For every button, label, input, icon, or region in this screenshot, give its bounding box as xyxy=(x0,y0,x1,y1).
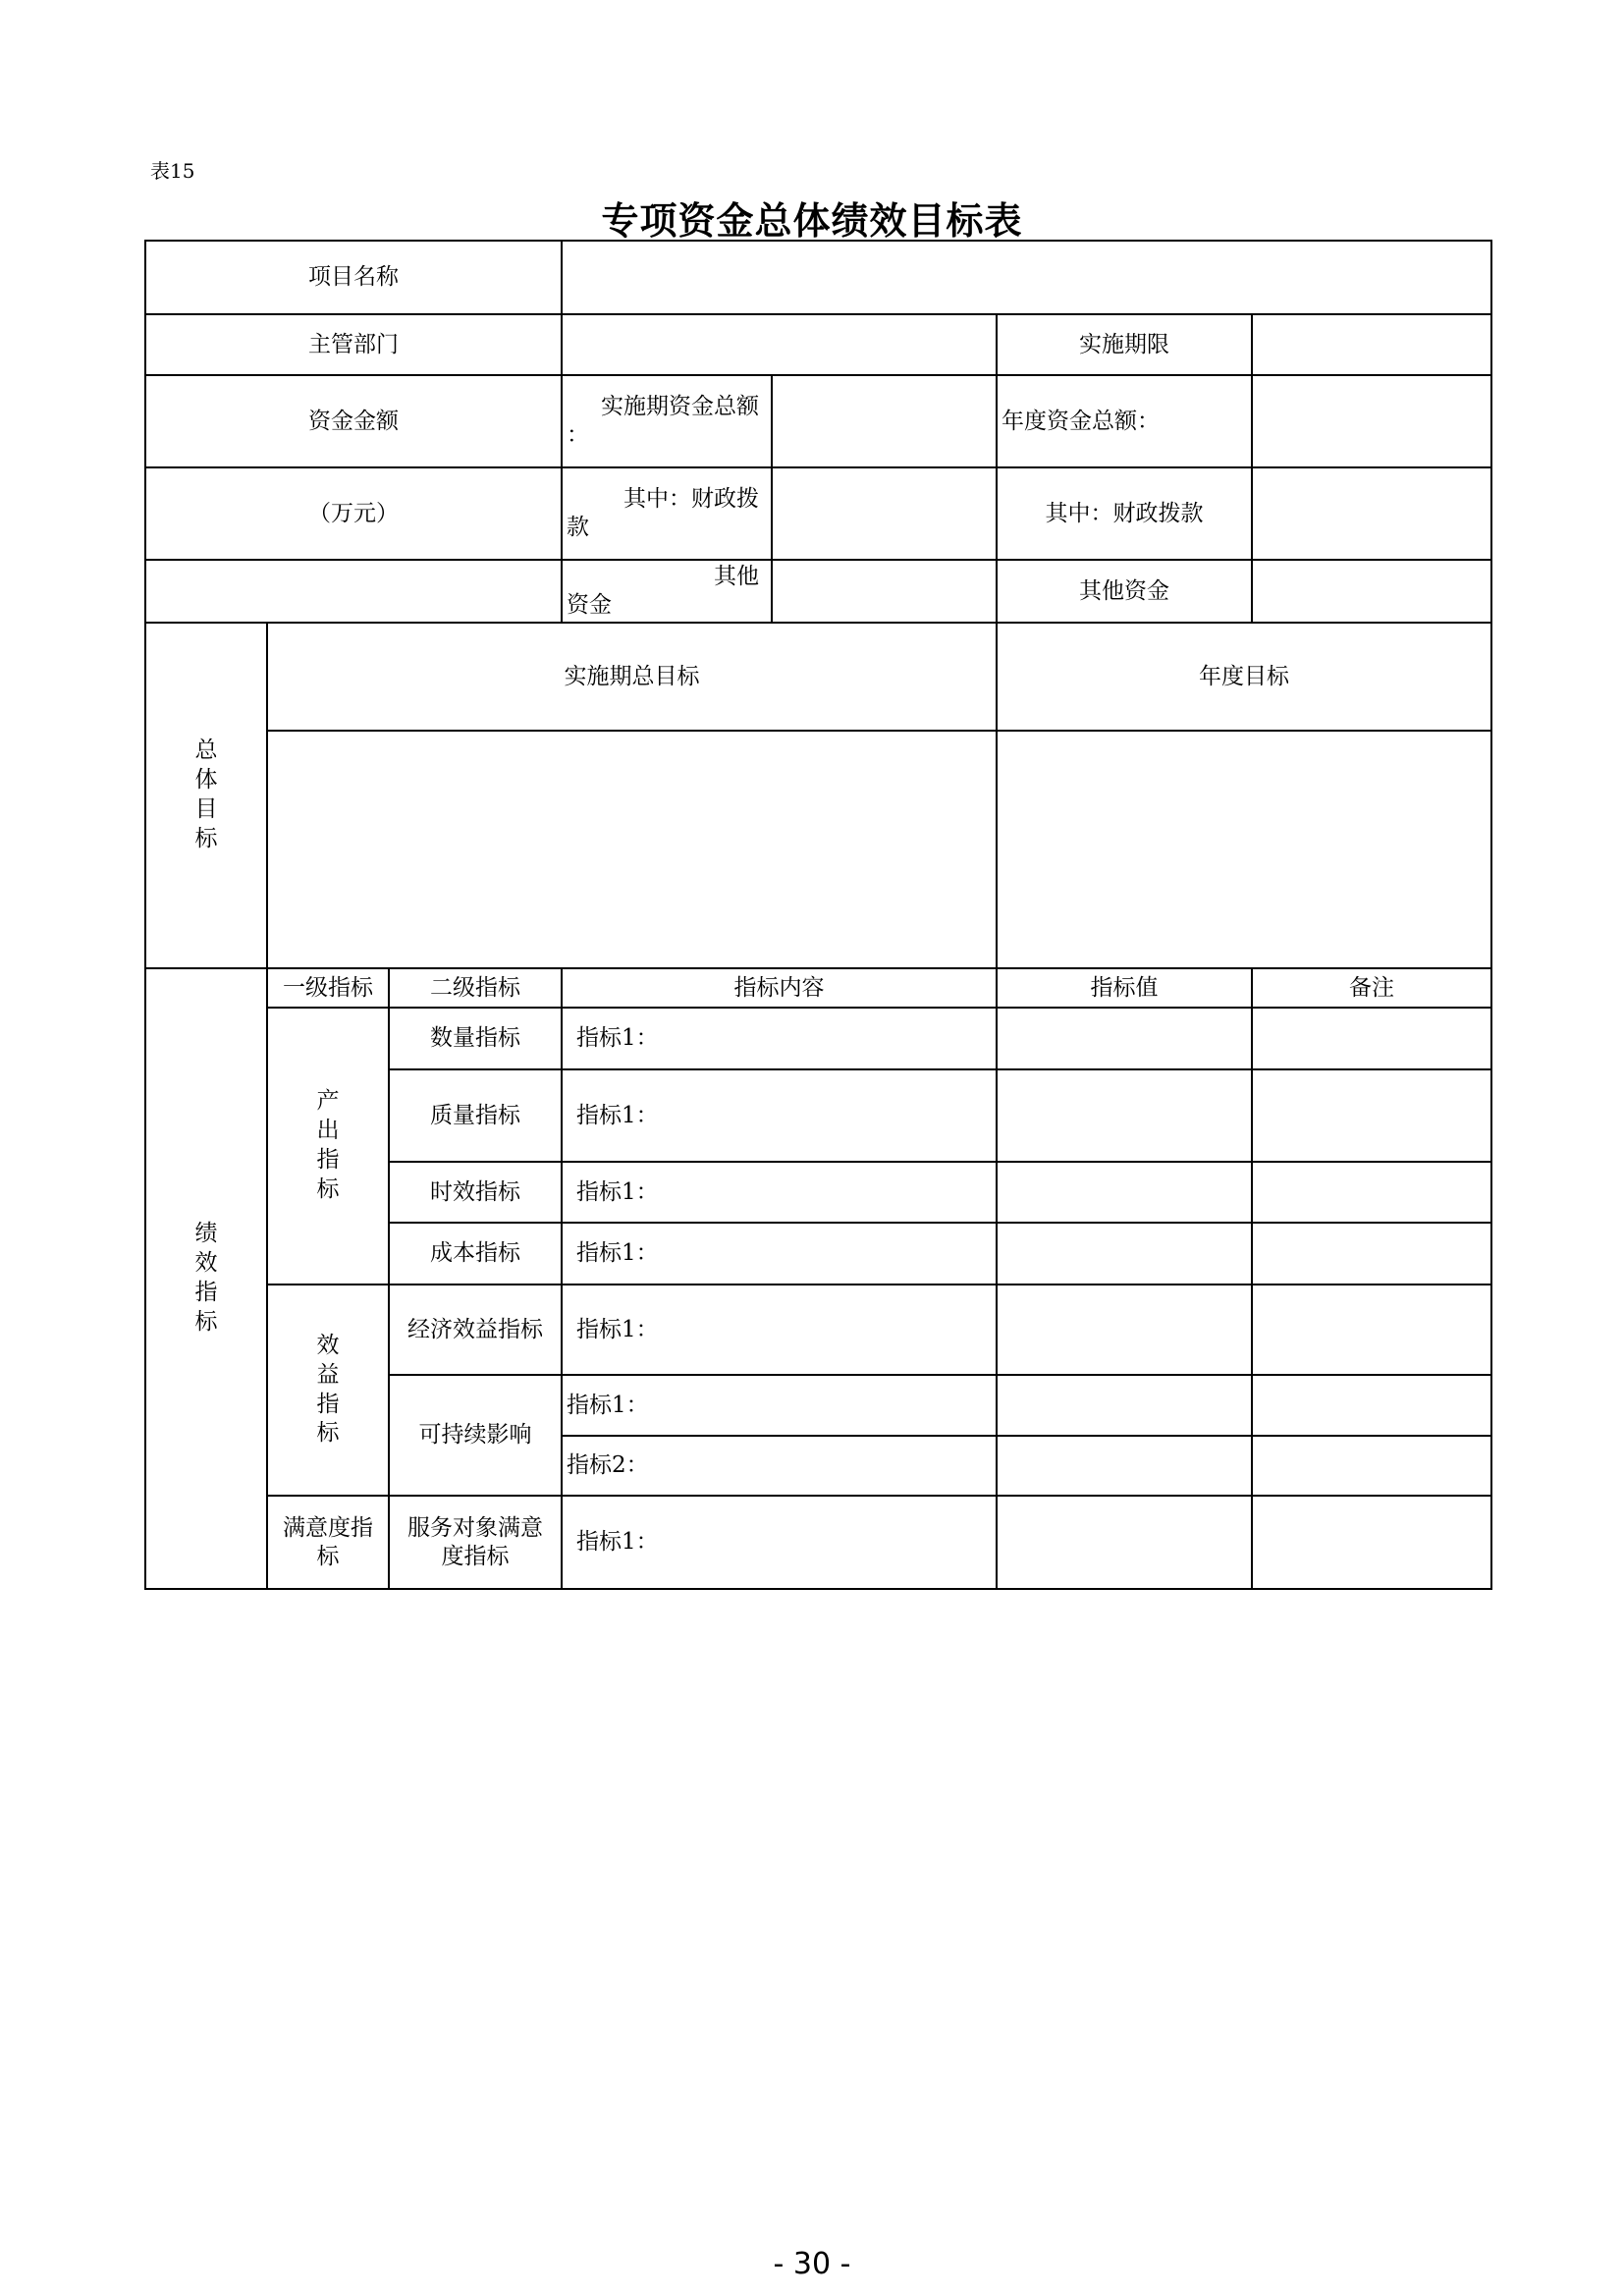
period-other-text-cont: 资金 xyxy=(567,592,612,618)
annual-other-value[interactable] xyxy=(1253,561,1492,624)
unit-label: （万元） xyxy=(146,468,563,561)
quality-indicator-label: 质量指标 xyxy=(390,1070,563,1163)
remarks-header: 备注 xyxy=(1253,969,1492,1009)
period-fiscal-value[interactable] xyxy=(773,468,998,561)
sustainable-impact-label: 可持续影响 xyxy=(390,1376,563,1497)
performance-indicators-label: 绩效指标 xyxy=(146,969,268,1590)
economic-benefit-value[interactable] xyxy=(998,1285,1253,1376)
quality-indicator-content[interactable]: 指标1： xyxy=(563,1070,998,1163)
satisfaction-indicators-label: 满意度指标 xyxy=(268,1497,390,1590)
annual-fiscal-value[interactable] xyxy=(1253,468,1492,561)
period-other-value[interactable] xyxy=(773,561,998,624)
annual-goal-header: 年度目标 xyxy=(998,624,1492,732)
period-total-label xyxy=(563,376,773,468)
cost-indicator-label: 成本指标 xyxy=(390,1224,563,1285)
timeliness-indicator-remarks[interactable] xyxy=(1253,1163,1492,1224)
period-goal-header: 实施期总目标 xyxy=(268,624,998,732)
overall-goal-label: 总体目标 xyxy=(146,624,268,969)
quality-indicator-value[interactable] xyxy=(998,1070,1253,1163)
content-header: 指标内容 xyxy=(563,969,998,1009)
period-fiscal-text: 其中：财政拨 xyxy=(623,486,759,513)
annual-total-value[interactable] xyxy=(1253,376,1492,468)
sustainable-impact-content-2[interactable]: 指标2： xyxy=(563,1437,998,1497)
table-number: 表15 xyxy=(150,159,195,183)
output-indicators-label: 产出指标 xyxy=(268,1009,390,1285)
timeliness-indicator-label: 时效指标 xyxy=(390,1163,563,1224)
service-satisfaction-value[interactable] xyxy=(998,1497,1253,1590)
performance-goal-table xyxy=(144,240,1492,1590)
period-fiscal-text-cont: 款 xyxy=(567,515,589,540)
department-value[interactable] xyxy=(563,315,998,376)
level1-header: 一级指标 xyxy=(268,969,390,1009)
cost-indicator-remarks[interactable] xyxy=(1253,1224,1492,1285)
quality-indicator-remarks[interactable] xyxy=(1253,1070,1492,1163)
service-satisfaction-remarks[interactable] xyxy=(1253,1497,1492,1590)
service-satisfaction-label: 服务对象满意度指标 xyxy=(390,1497,563,1590)
fund-amount-label: 资金金额 xyxy=(146,376,563,468)
blank-label-cell xyxy=(146,561,563,624)
period-other-label xyxy=(563,561,773,624)
sustainable-impact-content-1[interactable]: 指标1： xyxy=(563,1376,998,1437)
timeliness-indicator-content[interactable]: 指标1： xyxy=(563,1163,998,1224)
period-other-text: 其他 xyxy=(714,564,759,590)
department-label: 主管部门 xyxy=(146,315,563,376)
project-name-value[interactable] xyxy=(563,242,1492,315)
level2-header: 二级指标 xyxy=(390,969,563,1009)
page-title: 专项资金总体绩效目标表 xyxy=(601,199,1023,243)
period-total-value[interactable] xyxy=(773,376,998,468)
sustainable-impact-value-1[interactable] xyxy=(998,1376,1253,1437)
value-header: 指标值 xyxy=(998,969,1253,1009)
quantity-indicator-value[interactable] xyxy=(998,1009,1253,1070)
economic-benefit-label: 经济效益指标 xyxy=(390,1285,563,1376)
period-label: 实施期限 xyxy=(998,315,1253,376)
service-satisfaction-content[interactable]: 指标1： xyxy=(563,1497,998,1590)
economic-benefit-content[interactable]: 指标1： xyxy=(563,1285,998,1376)
period-total-colon: ： xyxy=(567,422,589,448)
quantity-indicator-remarks[interactable] xyxy=(1253,1009,1492,1070)
period-goal-content[interactable] xyxy=(268,732,998,969)
quantity-indicator-content[interactable]: 指标1： xyxy=(563,1009,998,1070)
period-fiscal-label xyxy=(563,468,773,561)
period-total-text: 实施期资金总额 xyxy=(601,394,759,420)
quantity-indicator-label: 数量指标 xyxy=(390,1009,563,1070)
sustainable-impact-value-2[interactable] xyxy=(998,1437,1253,1497)
annual-other-label: 其他资金 xyxy=(998,561,1253,624)
benefit-indicators-label: 效益指标 xyxy=(268,1285,390,1497)
annual-total-label: 年度资金总额： xyxy=(998,376,1253,468)
cost-indicator-content[interactable]: 指标1： xyxy=(563,1224,998,1285)
economic-benefit-remarks[interactable] xyxy=(1253,1285,1492,1376)
cost-indicator-value[interactable] xyxy=(998,1224,1253,1285)
annual-goal-content[interactable] xyxy=(998,732,1492,969)
sustainable-impact-remarks-2[interactable] xyxy=(1253,1437,1492,1497)
page-number: - 30 - xyxy=(773,2247,851,2281)
timeliness-indicator-value[interactable] xyxy=(998,1163,1253,1224)
period-value[interactable] xyxy=(1253,315,1492,376)
sustainable-impact-remarks-1[interactable] xyxy=(1253,1376,1492,1437)
annual-fiscal-label: 其中：财政拨款 xyxy=(998,468,1253,561)
project-name-label: 项目名称 xyxy=(146,242,563,315)
